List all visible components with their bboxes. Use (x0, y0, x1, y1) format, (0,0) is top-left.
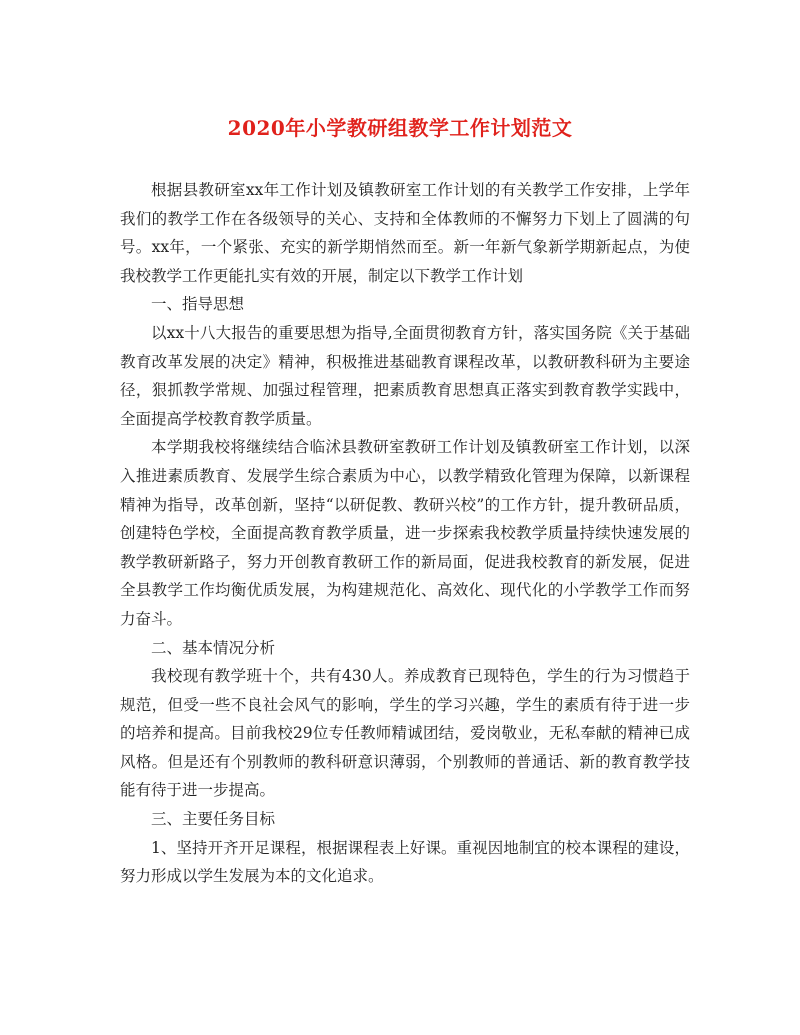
intro-paragraph: 根据县教研室xx年工作计划及镇教研室工作计划的有关教学工作安排，上学年我们的教学工作在各级领导的关心、支持和全体教师的不懈努力下划上了圆满的句号。xx年，一个紧张、充实的新学期悄然而至。新一年新气象新学期新起点，为使我校教学工作更能扎实有效的开展，制定以下教学工作计划 (120, 181, 690, 285)
document-title: 2020年小学教研组教学工作计划范文 (227, 116, 573, 140)
semester-plan-paragraph: 本学期我校将继续结合临沭县教研室教研工作计划及镇教研室工作计划，以深入推进素质教育、发展学生综合素质为中心，以教学精致化管理为保障，以新课程精神为指导，改革创新，坚持“以研促教、教研兴校”的工作方针，提升教研品质，创建特色学校，全面提高教育教学质量，进一步探索我校教学质量持续快速发展的教学教研新路子，努力开创教育教研工作的新局面，促进我校教育的新发展，促进全县教学工作均衡优质发展，为构建规范化、高效化、现代化的小学教学工作而努力奋斗。 (120, 438, 690, 628)
situation-analysis-paragraph: 我校现有教学班十个，共有430人。养成教育已现特色，学生的行为习惯趋于规范，但受一些不良社会风气的影响，学生的学习兴趣，学生的素质有待于进一步的培养和提高。目前我校29位专任教师精诚团结，爱岗敬业，无私奉献的精神已成风格。但是还有个别教师的教科研意识薄弱，个别教师的普通话、新的教育教学技能有待于进一步提高。 (120, 667, 690, 800)
guiding-ideology-paragraph: 以xx十八大报告的重要思想为指导,全面贯彻教育方针，落实国务院《关于基础教育改革发展的决定》精神，积极推进基础教育课程改革，以教研教科研为主要途径，狠抓教学常规、加强过程管理，把素质教育思想真正落实到教育教学实践中，全面提高学校教育教学质量。 (120, 323, 690, 428)
section-heading-main-tasks: 三、主要任务目标 (151, 810, 276, 829)
document-body (120, 176, 690, 891)
section-heading-situation-analysis: 二、基本情况分析 (151, 638, 276, 657)
main-task-1-paragraph: 1、坚持开齐开足课程，根据课程表上好课。重视因地制宜的校本课程的建设，努力形成以学生发展为本的文化追求。 (120, 838, 690, 886)
section-heading-guiding-ideology: 一、指导思想 (151, 295, 245, 314)
